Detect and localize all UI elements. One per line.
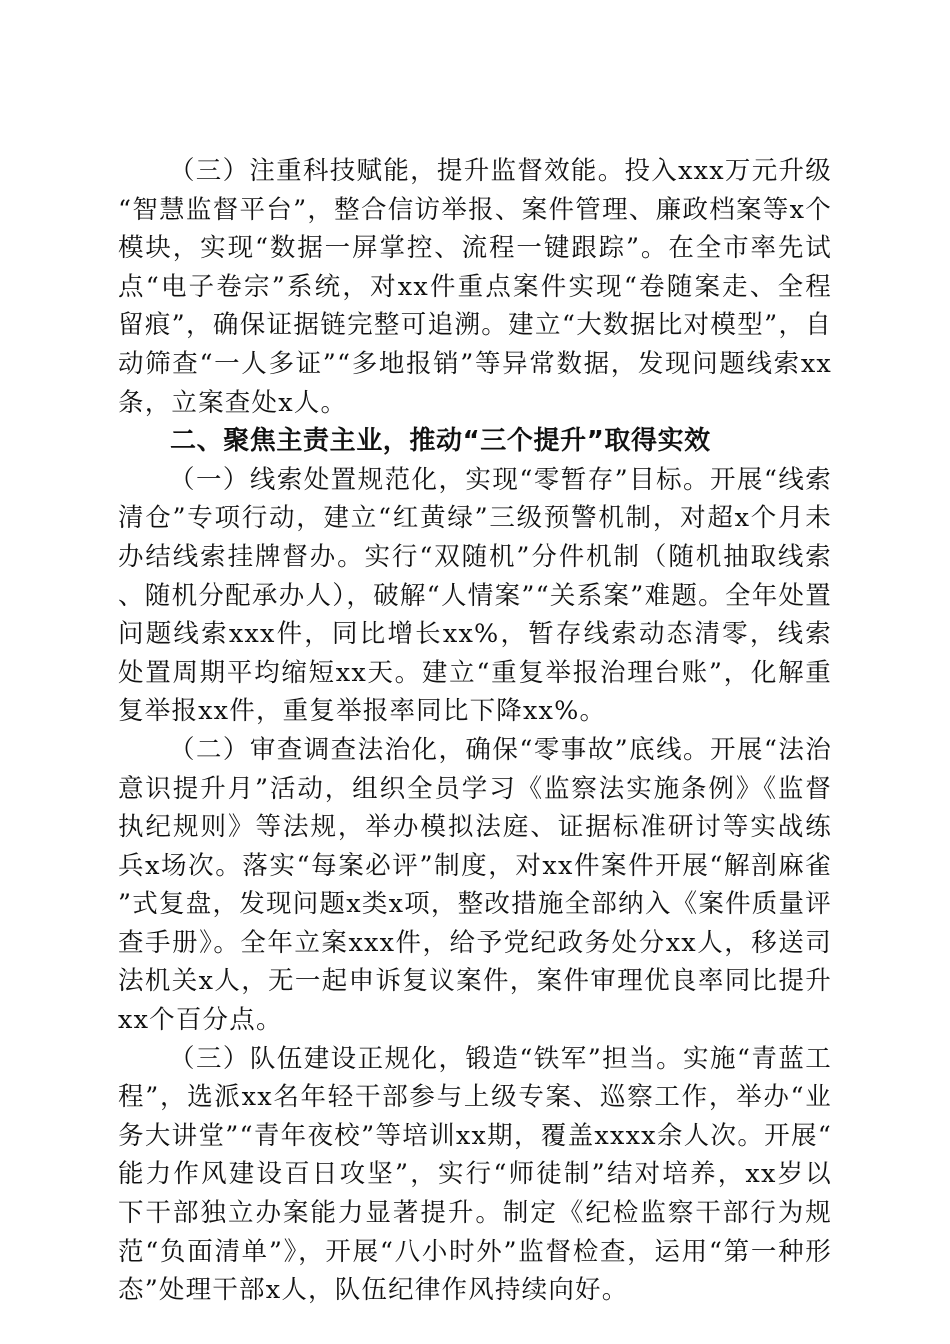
paragraph-team-building: （三）队伍建设正规化，锻造“铁军”担当。实施“青蓝工程”，选派xx名年轻干部参与上级专案、巡察工作，举办“业务大讲堂”“青年夜校”等培训xx期，覆盖xxxx余人次。开展“能力作风建设百日攻坚”，实行“师徒制”结对培养，xx岁以下干部独立办案能力显著提升。制定《纪检监察干部行为规范“负面清单”》，开展“八小时外”监督检查，运用“第一种形态”处理干部x人，队伍纪律作风持续向好。 [118, 1043, 832, 1306]
paragraph-clue-handling: （一）线索处置规范化，实现“零暂存”目标。开展“线索清仓”专项行动，建立“红黄绿”三级预警机制，对超x个月未办结线索挂牌督办。实行“双随机”分件机制（随机抽取线索、随机分配承办人），破解“人情案”“关系案”难题。全年处置问题线索xxx件，同比增长xx%，暂存线索动态清零，线索处置周期平均缩短xx天。建立“重复举报治理台账”，化解重复举报xx件，重复举报率同比下降xx%。 [118, 464, 832, 727]
paragraph-tech-empowerment: （三）注重科技赋能，提升监督效能。投入xxx万元升级“智慧监督平台”，整合信访举报、案件管理、廉政档案等x个模块，实现“数据一屏掌控、流程一键跟踪”。在全市率先试点“电子卷宗”系统，对xx件重点案件实现“卷随案走、全程留痕”，确保证据链完整可追溯。建立“大数据比对模型”，自动筛查“一人多证”“多地报销”等异常数据，发现问题线索xx条，立案查处x人。 [118, 156, 832, 418]
paragraph-rule-of-law: （二）审查调查法治化，确保“零事故”底线。开展“法治意识提升月”活动，组织全员学习《监察法实施条例》《监督执纪规则》等法规，举办模拟法庭、证据标准研讨等实战练兵x场次。落实“每案必评”制度，对xx件案件开展“解剖麻雀”式复盘，发现问题x类x项，整改措施全部纳入《案件质量评查手册》。全年立案xxx件，给予党纪政务处分xx人，移送司法机关x人，无一起申诉复议案件，案件审理优良率同比提升xx个百分点。 [118, 734, 832, 1036]
section-heading: 二、聚焦主责主业，推动“三个提升”取得实效 [170, 426, 711, 457]
